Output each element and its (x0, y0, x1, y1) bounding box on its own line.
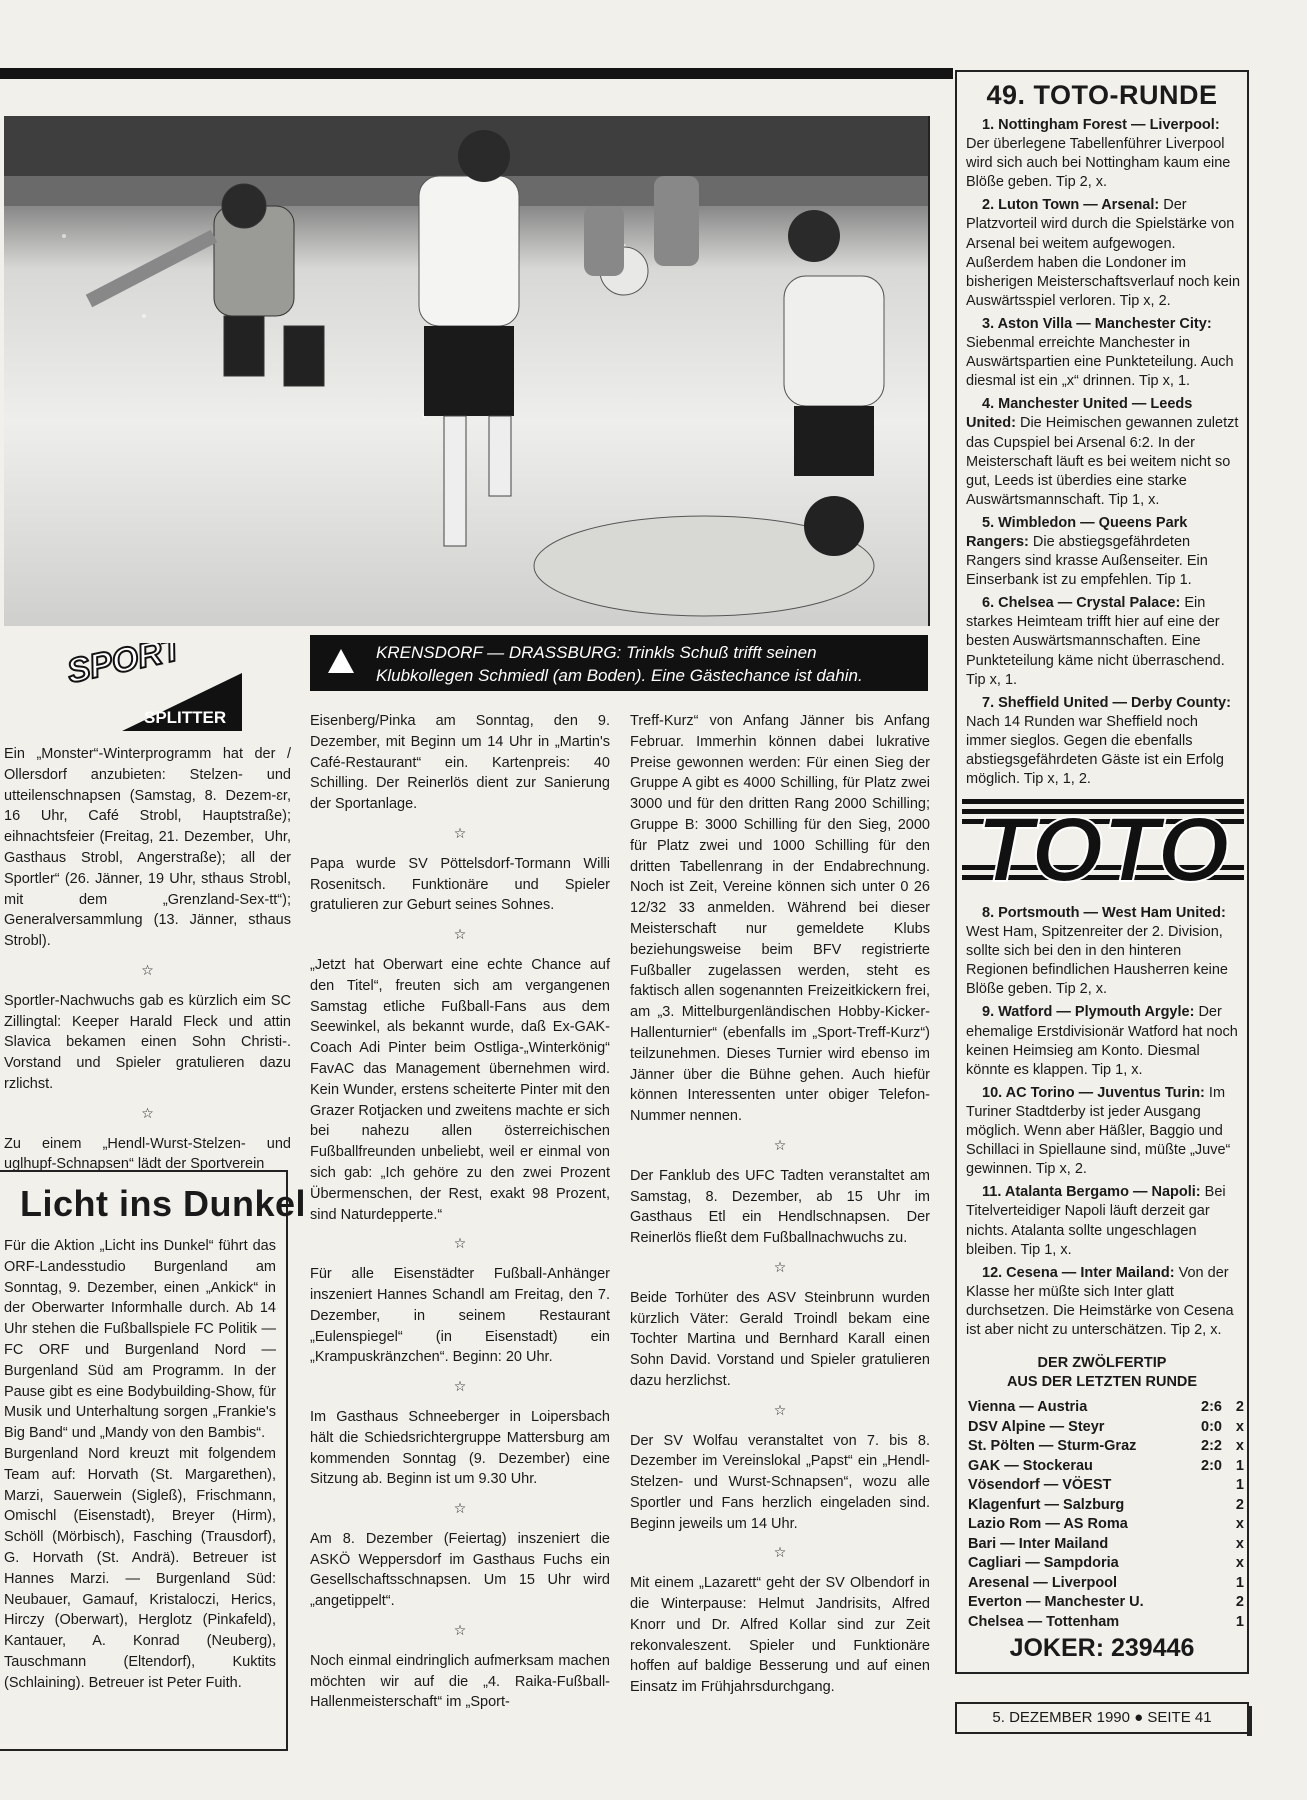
paragraph: Für die Aktion „Licht ins Dunkel“ führt das ORF-Landesstudio Burgenland am Sonntag, 9. Dezember, einen „Ankick“ in der Oberwarter Informhalle durch. Ab 14 Uhr stehen die Fußballspiele FC Politik — FC ORF und Burgenland Nord — Burgenland Süd am Programm. In der Pause gibt es eine Bodybuilding-Show, für Musik und Unterhaltung sorgen „Frankie's Big Band“ und „Mandy von den Bambis“. (4, 1238, 276, 1442)
toto-title: 49. TOTO-RUNDE (986, 80, 1218, 110)
toto-match: 5. Wimbledon — Queens Park Rangers: Die abstiegsgefährdeten Rangers sind krasse Außenseiter. Ein Einserbank ist zu empfehlen. Tip 1. (966, 514, 1208, 589)
star-icon: ☆ (773, 1136, 787, 1153)
table-row: Chelsea — Tottenham 1 (968, 1613, 1244, 1630)
table-row: Lazio Rom — AS Roma x (968, 1516, 1244, 1532)
paragraph: Am 8. Dezember (Feiertag) inszeniert die ASKÖ Weppersdorf im Gasthaus Fuchs ein Gesellschaftsschnapsen. Um 15 Uhr wird „angetippelt“. (310, 1530, 610, 1610)
star-icon: ☆ (453, 1235, 467, 1252)
toto-logo (962, 795, 1244, 891)
star-icon: ☆ (773, 1258, 787, 1275)
table-row: Aresenal — Liverpool 1 (968, 1574, 1244, 1591)
paragraph: Mit einem „Lazarett“ geht der SV Olbendorf in die Winterpause: Helmut Jandrisits, Alfred Knorr und Dr. Alfred Kollar sind zur Zeit rekonvaleszent. Spieler und Funktionäre hoffen auf baldige Besserung und auf einen Einsatz im Frühjahrsdurchgang. (630, 1575, 930, 1696)
zwoelfertip-title: DER ZWÖLFERTIP AUS DER LETZTEN RUNDE (1006, 1355, 1198, 1390)
page-footer: 5. DEZEMBER 1990 ● SEITE 41 (955, 1702, 1249, 1734)
toto-match: 6. Chelsea — Crystal Palace: Ein starkes Heimteam trifft hier auf eine der besten Auswärtsmannschaften. Eine Punkteteilung käme nicht überraschend. Tip x, 1. (966, 595, 1225, 688)
column-2 (310, 711, 610, 1713)
paragraph: „Jetzt hat Oberwart eine echte Chance auf den Titel“, freuten sich am vergangenen Samstag etliche Fußball-Fans aus dem Seewinkel, als bekannt wurde, daß Ex-GAK-Coach Adi Pinter beim Ostliga-„Winterkönig“ FavAC das Management übernehmen wird. Kein Wunder, erstens scheiterte Pinter mit den Grazer Rotjacken und zweitens machte er sich bei nahezu allen österreichischen Fußballfreunden unbeliebt, weil er einmal von sich gab: „Ich gehöre zu den zwei Prozent Übermenschen, der Rest, exakt 98 Prozent, sind Naturdepperte.“ (310, 956, 610, 1223)
table-row: Cagliari — Sampdoria x (968, 1555, 1244, 1571)
star-icon: ☆ (453, 1500, 467, 1517)
paragraph: Papa wurde SV Pöttelsdorf-Tormann Willi Rosenitsch. Funktionäre und Spieler gratulieren zur Geburt seines Sohnes. (310, 855, 610, 914)
licht-body (4, 1236, 276, 1694)
toto-match: 4. Manchester United — Leeds United: Die Heimischen gewannen zuletzt das Cupspiel bei Arsenal 6:2. In der Meisterschaft läuft es bei weitem nicht so gut, Leeds ist überdies eine starke Auswärtsmannschaft. Tip 1, x. (966, 396, 1239, 508)
toto-match: 7. Sheffield United — Derby County: Nach 14 Runden war Sheffield noch immer sieglos. Gegen die ebenfalls abstiegsgefährdeten Gäste ist ein Erfolg möglich. Tip x, 1, 2. (966, 694, 1231, 788)
paragraph: Burgenland Nord kreuzt mit folgendem Team auf: Horvath (St. Margarethen), Marzi, Sauerwein (Sigleß), Frischmann, Omischl (Eisenstadt), Breyer (Hirm), Schöll (Mörbisch), Fasching (Trausdorf), G. Horvath (St. Andrä). Betreuer ist Hannes Marzi. — Burgenland Süd: Neubauer, Gamauf, Kristaloczi, Herics, Hirczy (Oberwart), Herglotz (Pinkafeld), Kantauer, A. Konrad (Neuberg), Tauschmann (Eltendorf), Kuktits (Schlaining). Betreuer ist Peter Fuith. (4, 1445, 276, 1691)
paragraph: Der Fanklub des UFC Tadten veranstaltet am Samstag, 8. Dezember, ab 15 Uhr im Gasthaus Etl ein Hendlschnapsen. Der Reinerlös fließt dem Fußballnachwuchs zu. (630, 1167, 930, 1247)
toto-match: 9. Watford — Plymouth Argyle: Der ehemalige Erstdivisionär Watford hat noch keinen Heimsieg am Konto. Diesmal könnte es klappen. Tip 1, x. (966, 1004, 1238, 1078)
paragraph: Treff-Kurz“ von Anfang Jänner bis Anfang Februar. Immerhin können dabei lukrative Preise gewonnen werden: Für einen Sieg der Gruppe A gibt es 4000 Schilling, für Platz zwei 3000 und für den dritten Rang 2000 Schilling; Gruppe B: 3000 Schilling für den Sieg, 2000 für Platz zwei und 1000 Schilling für den dritten Tabellenrang in der Endabrechnung. Noch ist Zeit, Vereine können sich unter 0 26 12/32 33 anmelden. Während bei dieser Meisterschaft nur gemeldete Klubs beziehungsweise beim BFV registrierte Fußballer zugelassen werden, steht es faktisch allen sogenannten Freizeitkickern frei, am „3. Mittelburgenländischen Hobby-Kicker-Hallenturnier“ (ebenfalls im „Sport-Treff-Kurz“) teilzunehmen. Dieses Turnier wird ebenso im Jänner über die Bühne gehen. Auch hiefür können Interessenten unter obiger Telefon-Nummer nennen. (630, 713, 930, 1125)
paragraph: Im Gasthaus Schneeberger in Loipersbach hält die Schiedsrichtergruppe Mattersburg am kommenden Sonntag (9. Dezember) eine Sitzung ab. Beginn ist um 9.30 Uhr. (310, 1408, 610, 1488)
star-icon: ☆ (141, 961, 154, 978)
player-center (419, 130, 519, 546)
zwoelfertip-table (968, 1398, 1244, 1632)
photo-caption (310, 635, 928, 691)
table-row: DSV Alpine — Steyr 0:0 x (968, 1418, 1244, 1435)
paragraph: Der SV Wolfau veranstaltet von 7. bis 8. Dezember im Vereinslokal „Papst“ ein „Hendl-Stelzen- und Wurst-Schnapsen“, wozu alle Sportler und Fans herzlich eingeladen sind. Beginn jeweils um 14 Uhr. (630, 1432, 930, 1532)
column-3 (630, 711, 930, 1698)
star-icon: ☆ (773, 1544, 787, 1561)
caption-triangle-icon (328, 649, 354, 673)
star-icon: ☆ (141, 1104, 154, 1121)
svg-text:SPORT: SPORT (63, 643, 186, 691)
star-icon: ☆ (453, 926, 467, 943)
paragraph: Noch einmal eindringlich aufmerksam machen möchten wir auf die „4. Raika-Fußball-Hallenmeisterschaft“ im „Sport- (310, 1652, 610, 1711)
joker-number: JOKER: 239446 (1009, 1634, 1195, 1662)
table-row: Vösendorf — VÖEST 1 (968, 1477, 1244, 1493)
top-rule (0, 68, 953, 79)
toto-match: 11. Atalanta Bergamo — Napoli: Bei Titelverteidiger Napoli läuft derzeit gar nichts. Atalanta sollte ungeschlagen bleiben. Tip 1, x. (966, 1184, 1226, 1258)
toto-match: 3. Aston Villa — Manchester City: Siebenmal erreichte Manchester in Auswärtspartien eine Punkteteilung. Auch diesmal ist ein „x“ drinnen. Tip x, 1. (966, 315, 1234, 390)
snow-football-scene (4, 116, 928, 626)
player-left (89, 184, 324, 386)
sport-splitter-logo (62, 643, 242, 731)
table-row: St. Pölten — Sturm-Graz 2:2 x (968, 1438, 1244, 1454)
star-icon: ☆ (453, 1378, 467, 1395)
svg-text:SPLITTER: SPLITTER (144, 708, 227, 727)
paragraph: Beide Torhüter des ASV Steinbrunn wurden kürzlich Väter: Gerald Troindl bekam eine Tochter Martina und Bernhard Karall einen Sohn David. Vorstand und Spieler gratulieren dazu herzlichst. (630, 1289, 930, 1389)
paragraph: Zu einem „Hendl-Wurst-Stelzen- und ⁠uglhupf-Schnapsen“ lädt der Sportverein (4, 1135, 291, 1173)
caption-text: KRENSDORF — DRASSBURG: Trinkls Schuß trifft seinen Klubkollegen Schmiedl (am Boden). Eine Gästechance ist dahin. (376, 643, 863, 685)
table-row: Vienna — Austria 2:6 2 (968, 1399, 1244, 1415)
paragraph: Sportler-Nachwuchs gab es kürzlich ⁠eim SC Zillingtal: Keeper Harald Fleck und ⁠attin Slavica bekamen einen Sohn Christi-⁠. Vorstand und Spieler gratulieren dazu ⁠rzlichst. (4, 992, 291, 1092)
paragraph: Eisenberg/Pinka am Sonntag, den 9. Dezember, mit Beginn um 14 Uhr in „Martin's Café-Restaurant“ ein. Kartenpreis: 40 Schilling. Der Reinerlös dient zur Sanierung der Sportanlage. (310, 713, 610, 813)
paragraph: Ein „Monster“-Winterprogramm hat der / Ollersdorf anzubieten: Stelzen- und ⁠utteilenschnapsen (Samstag, 8. Dezem-ɛr, 16 Uhr, Café Strobl, Hauptstraße); ⁠eihnachtsfeier (Freitag, 21. Dezember, ⁠ Uhr, Gasthaus Strobl, Angerstraße); ⁠all der Sportler“ (26. Jänner, 19 Uhr, ⁠sthaus Strobl, mit dem „Grenzland-Sex-⁠tt“); Generalversammlung (13. Jänner, ⁠sthaus Strobl). (4, 746, 291, 950)
table-row: Klagenfurt — Salzburg 2 (968, 1496, 1244, 1513)
table-row: Bari — Inter Mailand x (968, 1535, 1244, 1552)
toto-match: 10. AC Torino — Juventus Turin: Im Turiner Stadtderby ist jeder Ausgang möglich. Wenn aber Häßler, Baggio und Schillaci in Spiellaune sind, müßte „Juve“ gewinnen. Tip x, 2. (966, 1084, 1231, 1178)
licht-title: Licht ins Dunkel (20, 1183, 307, 1224)
toto-matches-a (966, 116, 1242, 793)
player-right (784, 210, 884, 476)
star-icon: ☆ (453, 824, 467, 841)
player-ground (534, 496, 874, 616)
toto-match: 12. Cesena — Inter Mailand: Von der Klasse her müßte sich Inter glatt durchsetzen. Die Heimstärke von Cesena ist aber nicht zu unterschätzen. Tip 2, x. (966, 1264, 1234, 1338)
toto-matches-b (966, 904, 1242, 1344)
column-1 (0, 744, 291, 1175)
toto-match: 2. Luton Town — Arsenal: Der Platzvorteil wird durch die Spielstärke von Arsenal bei weitem aufgewogen. Außerdem haben die Londoner im bisherigen Meisterschaftsverlauf noch kein Auswärtsspiel verloren. Tip x, 2. (966, 197, 1241, 309)
toto-match: 1. Nottingham Forest — Liverpool: Der überlegene Tabellenführer Liverpool wird sich auch bei Nottingham kaum eine Blöße geben. Tip 2, x. (966, 117, 1231, 191)
svg-text:TOTO: TOTO (976, 799, 1230, 891)
table-row: Everton — Manchester U. 2 (968, 1594, 1244, 1610)
table-row: GAK — Stockerau 2:0 1 (968, 1457, 1244, 1474)
match-photo (4, 116, 930, 626)
star-icon: ☆ (773, 1401, 787, 1418)
toto-match: 8. Portsmouth — West Ham United: West Ham, Spitzenreiter der 2. Division, sollte sich bei den in den hinteren Regionen befindlichen Hausherren keine Blöße geben. Tip 2, x. (966, 905, 1228, 998)
star-icon: ☆ (453, 1622, 467, 1639)
paragraph: Für alle Eisenstädter Fußball-Anhänger inszeniert Hannes Schandl am Freitag, den 7. Dezember, in seinem Restaurant „Eulenspiegel“ (in Eisenstadt) ein „Krampuskränzchen“. Beginn: 20 Uhr. (310, 1266, 610, 1366)
